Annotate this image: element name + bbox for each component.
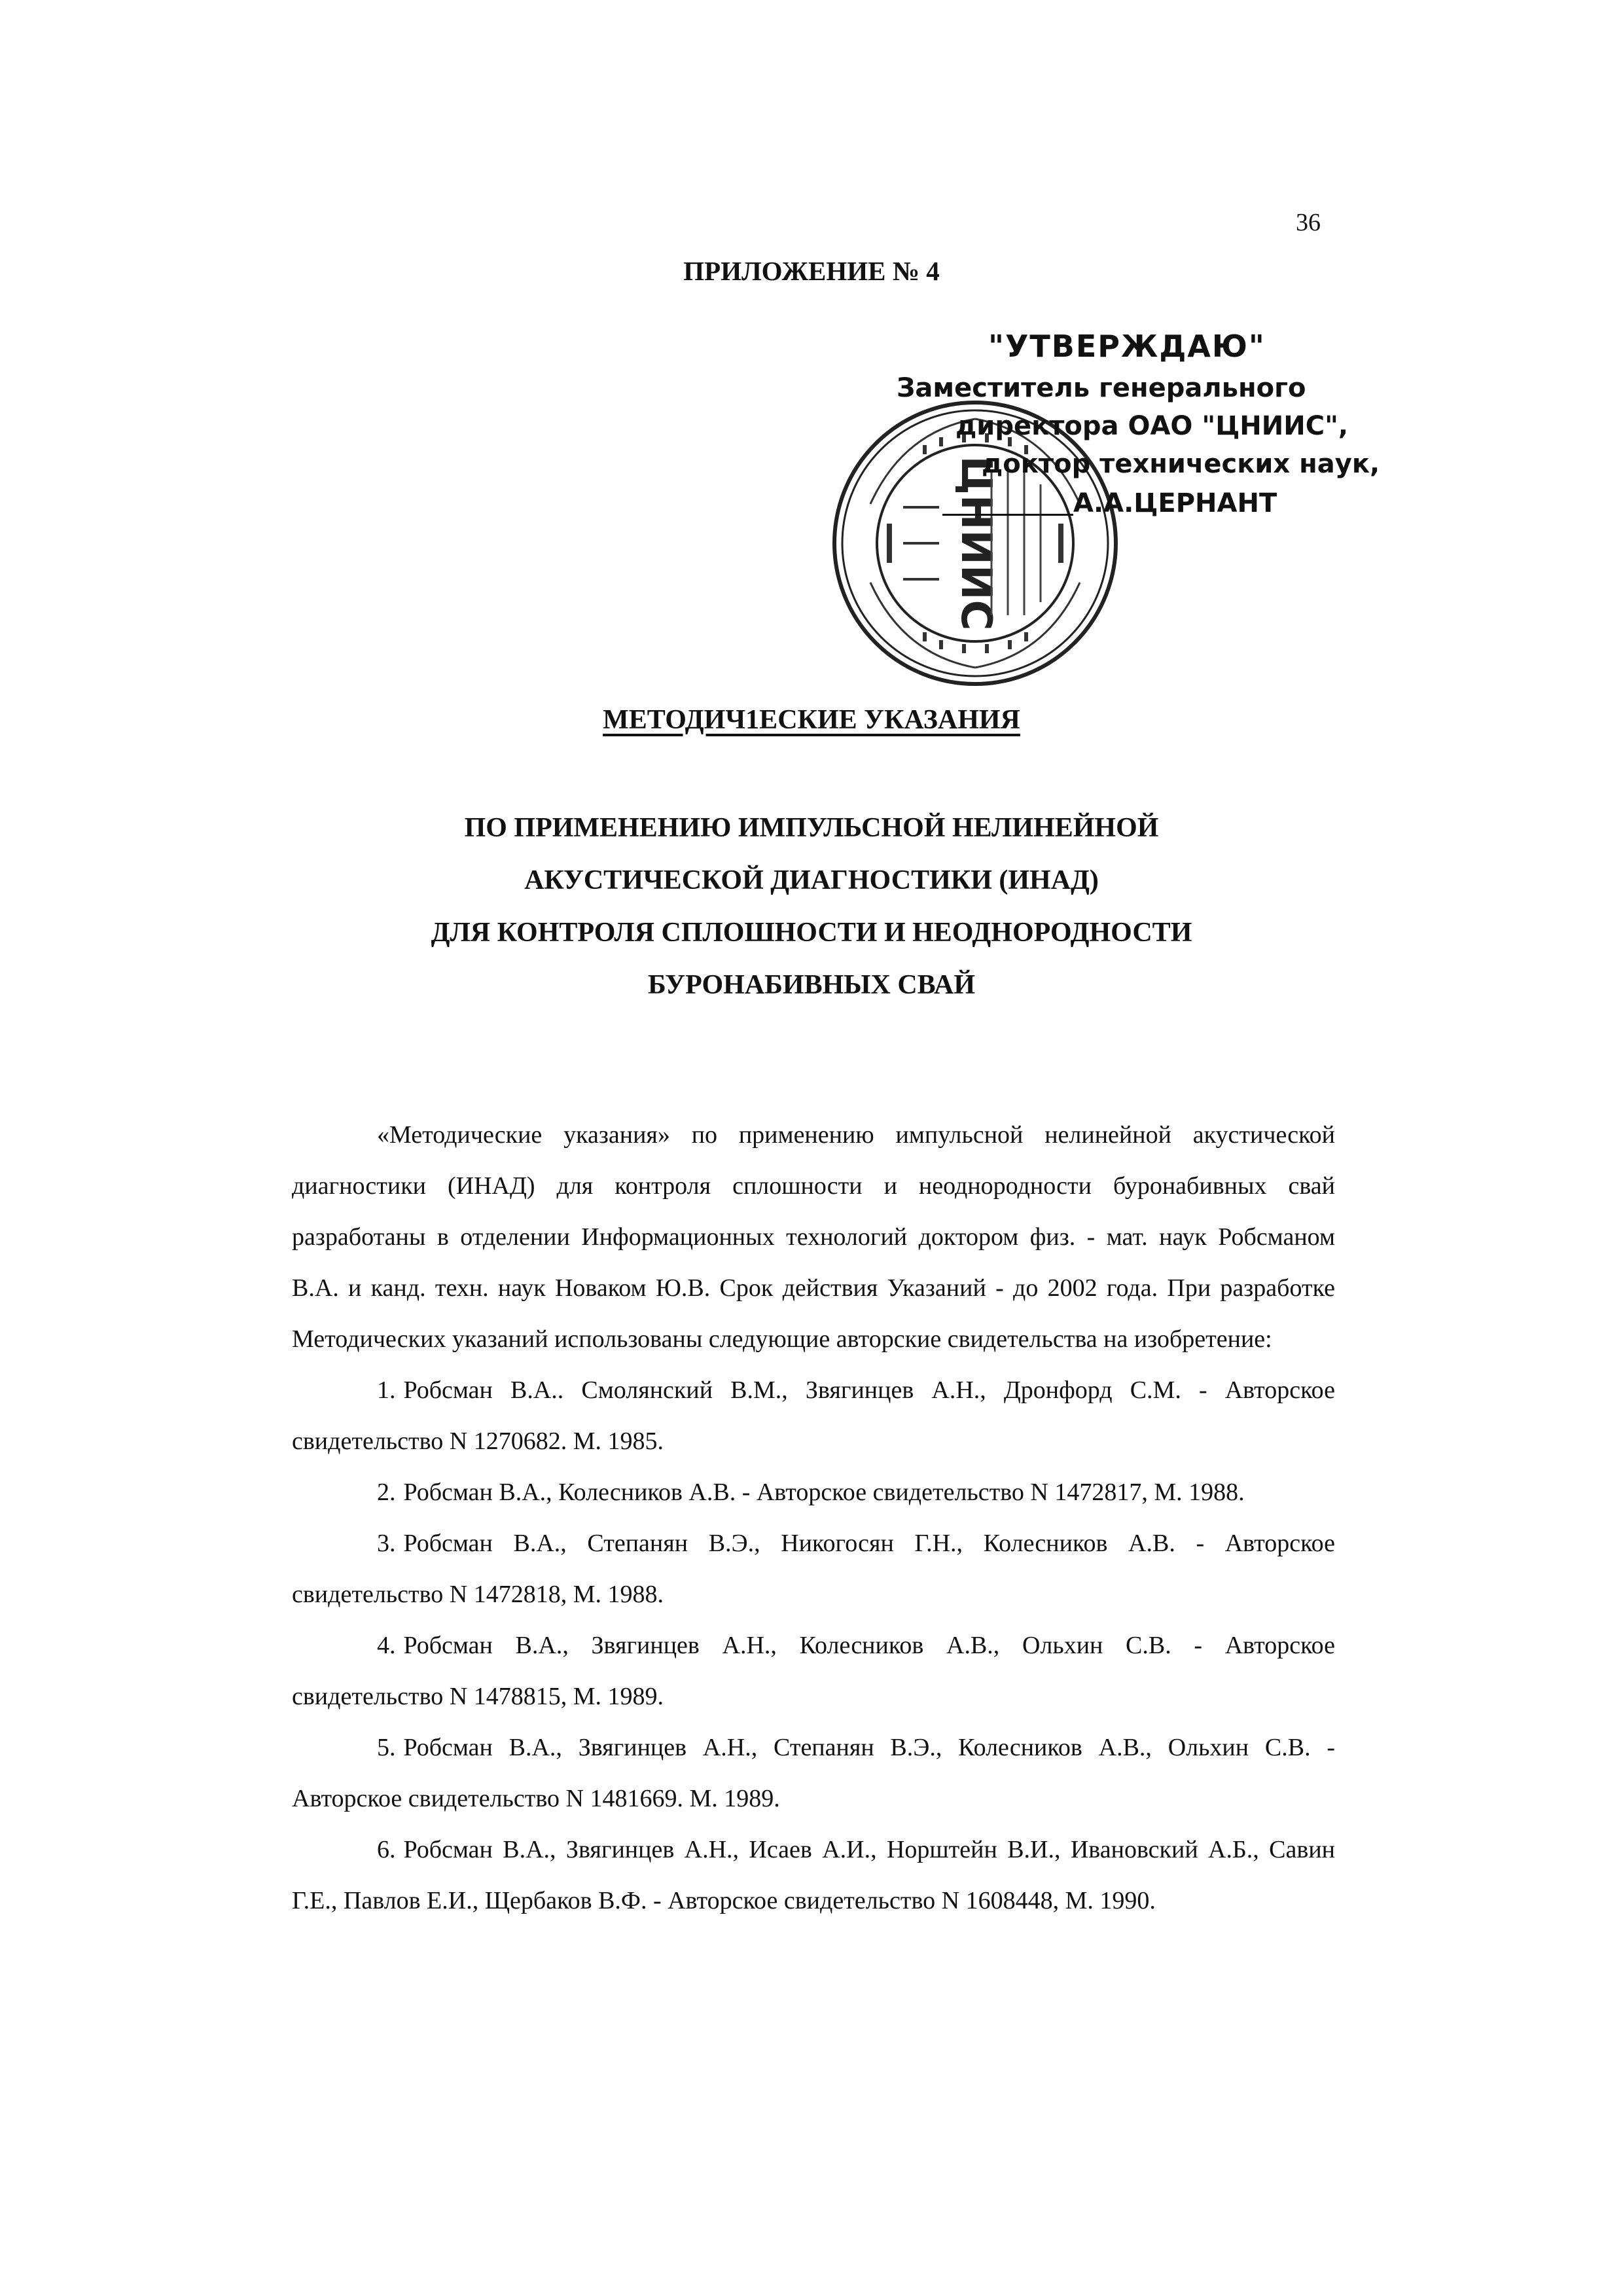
appendix-title: ПРИЛОЖЕНИЕ № 4 bbox=[683, 256, 940, 286]
subtitle-line: ДЛЯ КОНТРОЛЯ СПЛОШНОСТИ И НЕОДНОРОДНОСТИ bbox=[431, 918, 1192, 948]
document-subtitle bbox=[0, 802, 1623, 1011]
approval-heading: "УТВЕРЖДАЮ" bbox=[988, 329, 1266, 364]
document-title: МЕТОДИЧ1ЕСКИЕ УКАЗАНИЯ bbox=[603, 705, 1020, 735]
reference-item bbox=[292, 1467, 1335, 1518]
approval-degree: доктор технических наук, bbox=[982, 449, 1380, 479]
reference-item bbox=[292, 1722, 1335, 1824]
reference-item bbox=[292, 1518, 1335, 1620]
subtitle-line: ПО ПРИМЕНЕНИЮ ИМПУЛЬСНОЙ НЕЛИНЕЙНОЙ bbox=[464, 813, 1159, 843]
reference-text: Робсман В.А., Степанян В.Э., Никогосян Г.Н., Колесников А.В. - Авторское свидетельство N 1472818, М. 1988. bbox=[292, 1530, 1335, 1608]
reference-item bbox=[292, 1365, 1335, 1467]
document-body bbox=[292, 1109, 1335, 1926]
reference-text: Робсман В.А., Звягинцев А.Н., Колесников А.В., Ольхин С.В. - Авторское свидетельство N 1478815, М. 1989. bbox=[292, 1632, 1335, 1710]
subtitle-line: АКУСТИЧЕСКОЙ ДИАГНОСТИКИ (ИНАД) bbox=[524, 865, 1099, 895]
reference-number: 1. bbox=[377, 1376, 396, 1404]
reference-text: Робсман В.А., Колесников А.В. - Авторское свидетельство N 1472817, М. 1988. bbox=[403, 1479, 1245, 1506]
page-number: 36 bbox=[1296, 209, 1321, 236]
reference-number: 6. bbox=[377, 1836, 396, 1863]
reference-item bbox=[292, 1824, 1335, 1926]
approval-name: А.А.ЦЕРНАНТ bbox=[1073, 488, 1277, 518]
reference-text: Робсман В.А., Звягинцев А.Н., Степанян В.Э., Колесников А.В., Ольхин С.В. - Авторское свидетельство N 1481669. М. 1989. bbox=[292, 1734, 1335, 1812]
reference-text: Робсман В.А.. Смолянский В.М., Звягинцев А.Н., Дронфорд С.М. - Авторское свидетельство N 1270682. М. 1985. bbox=[292, 1376, 1335, 1455]
reference-item bbox=[292, 1620, 1335, 1722]
reference-number: 4. bbox=[377, 1632, 396, 1659]
signature-line bbox=[942, 514, 1073, 516]
seal-text: ЦНИИС bbox=[952, 456, 1000, 631]
approval-organization: директора ОАО "ЦНИИС", bbox=[955, 411, 1349, 441]
reference-text: Робсман В.А., Звягинцев А.Н., Исаев А.И., Норштейн В.И., Ивановский А.Б., Савин Г.Е., Павлов Е.И., Щербаков В.Ф. - Авторское свидетельство N 1608448, М. 1990. bbox=[292, 1836, 1335, 1914]
references-list bbox=[292, 1365, 1335, 1926]
subtitle-line: БУРОНАБИВНЫХ СВАЙ bbox=[647, 970, 976, 1000]
approval-position: Заместитель генерального bbox=[897, 373, 1306, 403]
reference-number: 3. bbox=[377, 1530, 396, 1557]
reference-number: 5. bbox=[377, 1734, 396, 1761]
reference-number: 2. bbox=[377, 1479, 396, 1506]
intro-paragraph: «Методические указания» по применению импульсной нелинейной акустической диагностики (ИНАД) для контроля сплошности и неоднородности буронабивных свай разработаны в отделении Информационных технологий доктором физ. - мат. наук Робсманом В.А. и канд. техн. наук Новаком Ю.В. Срок действия Указаний - до 2002 года. При разработке Методических указаний использованы следующие авторские свидетельства на изобретение: bbox=[292, 1121, 1335, 1353]
